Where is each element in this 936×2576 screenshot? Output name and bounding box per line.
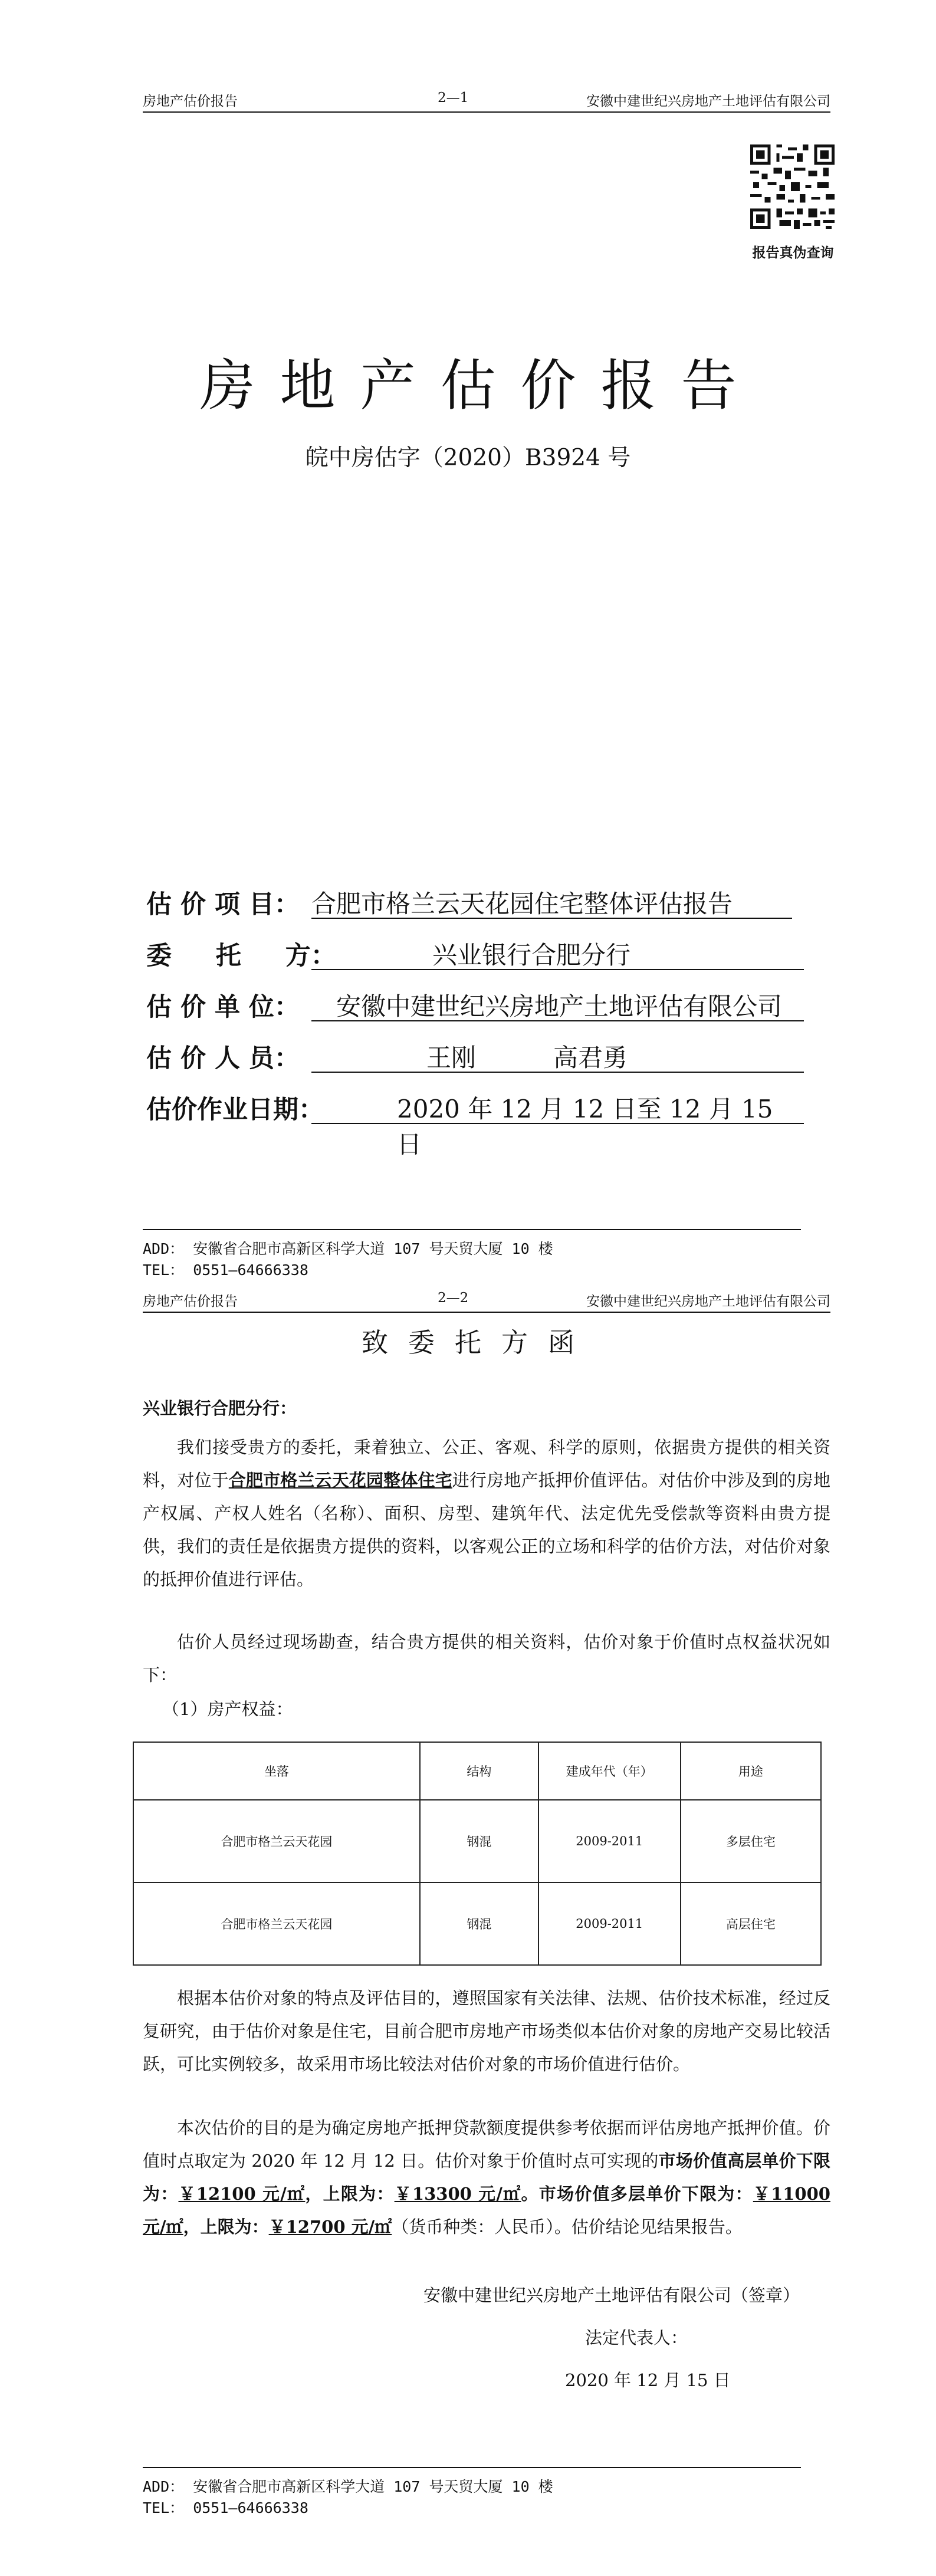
table-row: [133, 1800, 821, 1882]
paragraph-1: [143, 1431, 830, 1596]
price-label: ，上限为：: [183, 2217, 269, 2237]
table-cell: 2009-2011: [538, 1882, 681, 1965]
price-label: ，上限为：: [305, 2184, 395, 2204]
footer-phone: TEL： 0551—64666338: [143, 2499, 308, 2516]
signature-company: 安徽中建世纪兴房地产土地评估有限公司（签章）: [423, 2285, 800, 2305]
field-value: 2020 年 12 月 12 日至 12 月 15 日: [397, 1095, 773, 1159]
field-label: 估 价 单 位：: [146, 993, 300, 1022]
field-value: 合肥市格兰云天花园住宅整体评估报告: [311, 889, 733, 918]
letter-page: [0, 1274, 936, 2576]
paragraph-3: 根据本估价对象的特点及评估目的，遵照国家有关法律、法规、估价技术标准，经过反复研究，由于估价对象是住宅，目前合肥市房地产市场类似本估价对象的房地产交易比较活跃，可比实例较多，故采用市场比较法对估价对象的市场价值进行估价。: [143, 1988, 830, 2074]
rights-label: （1）房产权益：: [162, 1699, 293, 1719]
field-value-second: 高君勇: [553, 1043, 628, 1072]
header-company: 安徽中建世纪兴房地产土地评估有限公司: [586, 94, 830, 109]
qr-caption: 报告真伪查询: [752, 245, 834, 261]
letter-addressee: 兴业银行合肥分行：: [143, 1398, 297, 1418]
table-header-cell: 结构: [420, 1742, 538, 1800]
table-cell: 合肥市格兰云天花园: [133, 1882, 420, 1965]
signature-date: 2020 年 12 月 15 日: [565, 2370, 731, 2390]
table-cell: 钢混: [420, 1882, 538, 1965]
table-header-cell: 用途: [681, 1742, 821, 1800]
table-cell: 高层住宅: [681, 1882, 821, 1965]
header-page-number: 2—1: [438, 90, 469, 106]
paragraph-text: 本次估价的目的是为确定房地产抵押贷款额度提供参考依据而评估房地产抵押价值。价值时点取定为 2020 年 12 月 12 日。估价对象于价值时点可实现的: [143, 2118, 830, 2171]
qr-code-icon[interactable]: [750, 144, 835, 229]
price-value: ￥13300 元/㎡: [394, 2184, 521, 2204]
header-rule: [143, 1312, 830, 1313]
report-cover-page: [0, 0, 936, 1279]
footer-address: ADD： 安徽省合肥市高新区科学大道 107 号天贸大厦 10 楼: [143, 2478, 553, 2495]
field-label: 估价作业日期：: [146, 1095, 324, 1125]
field-value: 兴业银行合肥分行: [432, 941, 631, 970]
field-label: 估 价 项 目：: [146, 890, 300, 919]
price-label: 。市场价值多层单价下限为：: [521, 2184, 753, 2204]
price-value: ￥12700 元/㎡: [268, 2217, 392, 2237]
table-cell: 合肥市格兰云天花园: [133, 1800, 420, 1882]
table-cell: 钢混: [420, 1800, 538, 1882]
field-value-line: [311, 936, 804, 970]
field-value-line: [311, 987, 804, 1021]
field-value-line: [311, 1090, 804, 1159]
field-value: 安徽中建世纪兴房地产土地评估有限公司: [336, 992, 783, 1021]
report-title: 房地产估价报告: [199, 354, 761, 418]
header-left: 房地产估价报告: [143, 94, 238, 109]
paragraph-text: （货币种类：人民币）。估价结论见结果报告。: [392, 2217, 743, 2237]
field-label: 估 价 人 员：: [146, 1044, 300, 1073]
table-row: [133, 1882, 821, 1965]
header-rule: [143, 111, 830, 113]
table-header-cell: 坐落: [133, 1742, 420, 1800]
report-reference-number: 皖中房估字（2020）B3924 号: [305, 445, 631, 471]
table-header-row: [133, 1742, 821, 1800]
paragraph-4: [143, 2111, 830, 2243]
field-value: 王刚: [426, 1043, 477, 1072]
field-value-line: [311, 1039, 804, 1073]
property-rights-table: [133, 1742, 822, 1966]
footer-phone: TEL： 0551—64666338: [143, 1261, 308, 1279]
price-value: ￥11000 元/㎡: [143, 2184, 830, 2237]
field-value-line: [311, 885, 792, 919]
price-value: ￥12100 元/㎡: [178, 2184, 306, 2204]
header-company: 安徽中建世纪兴房地产土地评估有限公司: [586, 1294, 830, 1309]
table-header-cell: 建成年代（年）: [538, 1742, 681, 1800]
field-label: 委 托 方：: [146, 941, 336, 971]
paragraph-2: 估价人员经过现场勘查，结合贵方提供的相关资料，估价对象于价值时点权益状况如下：: [143, 1632, 830, 1685]
table-cell: 2009-2011: [538, 1800, 681, 1882]
price-label: 市场价值高层单价下限为：: [143, 2151, 830, 2204]
paragraph-text: 进行房地产抵押价值评估。对估价中涉及到的房地产权属、产权人姓名（名称）、面积、房型、建筑年代、法定优先受偿款等资料由贵方提供，我们的责任是依据贵方提供的资料，以客观公正的立场和科学的估价方法，对估价对象的抵押价值进行评估。: [143, 1470, 830, 1589]
signature-representative: 法定代表人：: [585, 2328, 688, 2348]
property-name-emphasis: 合肥市格兰云天花园整体住宅: [228, 1470, 452, 1490]
header-left: 房地产估价报告: [143, 1294, 238, 1309]
footer-address: ADD： 安徽省合肥市高新区科学大道 107 号天贸大厦 10 楼: [143, 1240, 553, 1257]
table-cell: 多层住宅: [681, 1800, 821, 1882]
footer-rule: [143, 1229, 801, 1230]
letter-title: 致委托方函: [361, 1327, 595, 1358]
paragraph-text: 我们接受贵方的委托，秉着独立、公正、客观、科学的原则，依据贵方提供的相关资料，对位于: [143, 1437, 830, 1490]
footer-rule: [143, 2467, 801, 2468]
header-page-number: 2—2: [438, 1290, 469, 1306]
